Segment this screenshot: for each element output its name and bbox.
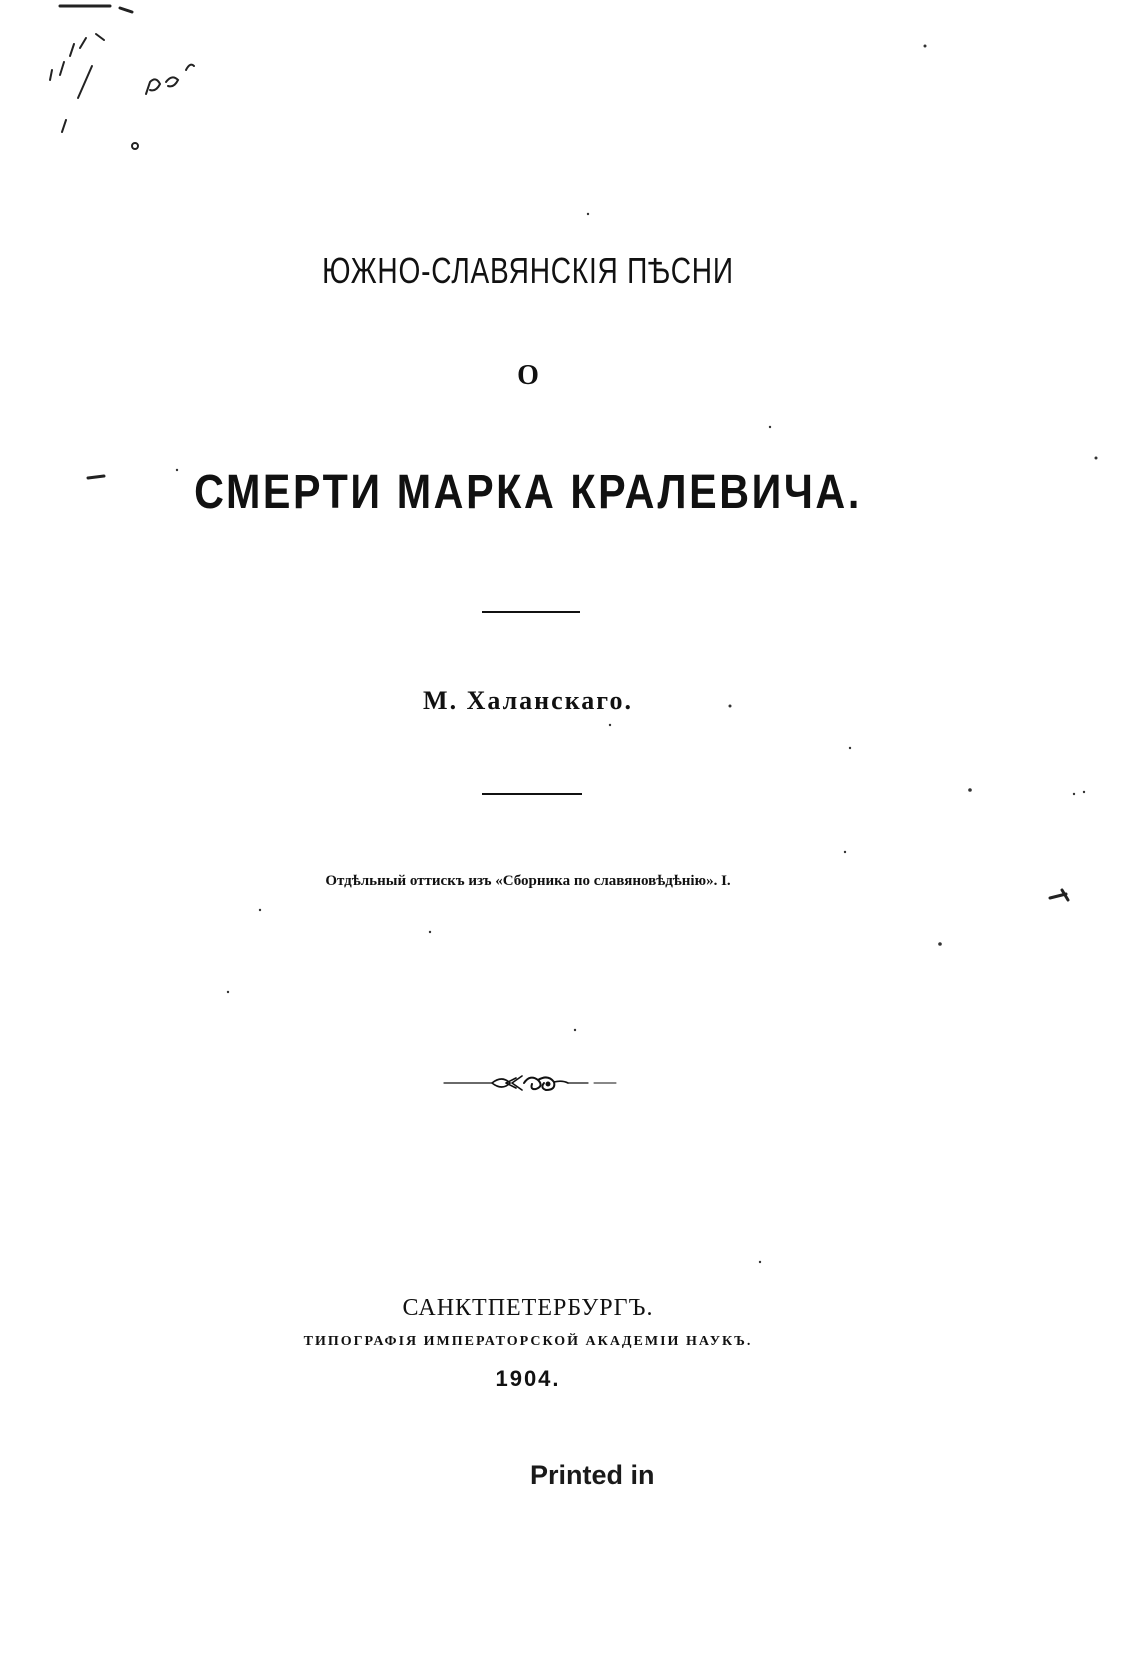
divider-rule-top <box>482 611 580 613</box>
publication-city: САНКТПЕТЕРБУРГЪ. <box>402 1295 654 1321</box>
title-connector: О <box>517 360 539 391</box>
printed-in-stamp: Printed in <box>530 1460 655 1490</box>
author-name: М. Халанскаго. <box>423 686 633 715</box>
main-title: СМЕРТИ МАРКА КРАЛЕВИЧА. <box>194 466 862 519</box>
divider-rule-bottom <box>482 793 582 795</box>
printing-house: ТИПОГРАФІЯ ИМПЕРАТОРСКОЙ АКАДЕМІИ НАУКЪ. <box>303 1334 753 1349</box>
pre-title: ЮЖНО-СЛАВЯНСКІЯ ПѢСНИ <box>322 250 734 291</box>
offprint-note: Отдѣльный оттискъ изъ «Сборника по славяновѣдѣнію». I. <box>325 873 731 889</box>
floral-ornament-icon <box>440 1070 620 1096</box>
publication-year: 1904. <box>495 1366 561 1391</box>
